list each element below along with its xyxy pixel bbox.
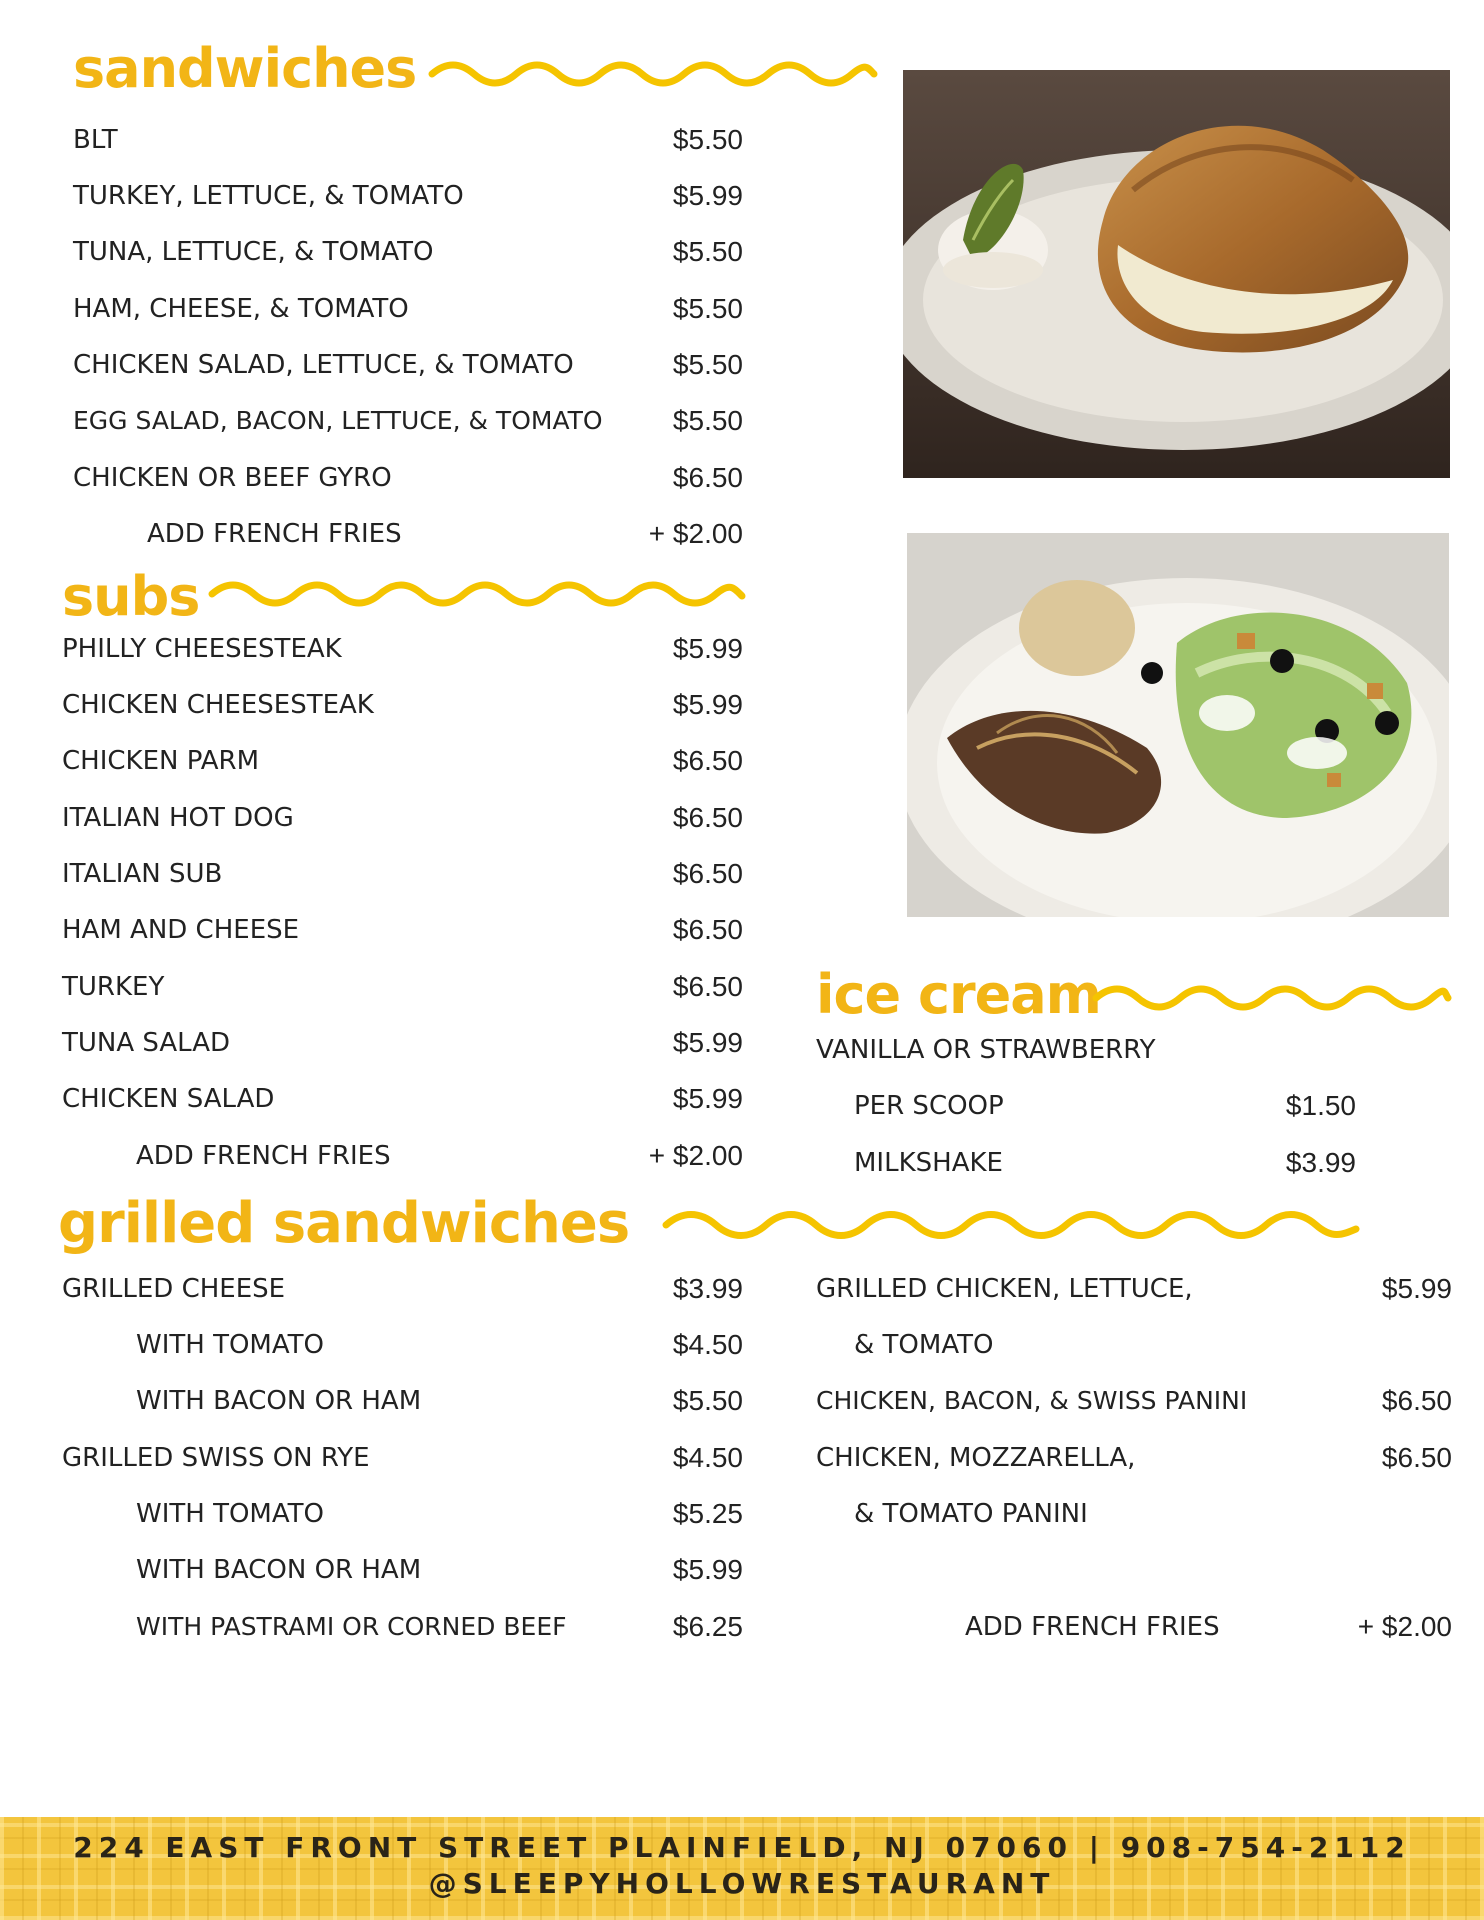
- item-name: BLT: [73, 125, 118, 155]
- menu-item-with-tomato: [136, 1325, 743, 1365]
- item-price: $4.50: [672, 1329, 743, 1360]
- item-price: $5.50: [672, 1385, 743, 1416]
- item-name: WITH BACON OR HAM: [136, 1386, 422, 1416]
- item-price: $5.99: [672, 633, 743, 664]
- item-price: $5.99: [672, 180, 743, 211]
- sandwich-plate-photo: [903, 70, 1450, 478]
- item-price: $3.99: [672, 1273, 743, 1304]
- item-name: WITH PASTRAMI OR CORNED BEEF: [136, 1612, 567, 1641]
- menu-item-tuna-salad: [62, 1023, 743, 1063]
- menu-item-turkey: [62, 967, 743, 1007]
- item-name: TURKEY: [62, 972, 165, 1002]
- item-price: $5.50: [672, 405, 743, 436]
- menu-item-tuna-lettuce-tomato: [73, 232, 743, 272]
- menu-item-italian-sub: [62, 854, 743, 894]
- menu-item-chicken-parm: [62, 741, 743, 781]
- item-name: GRILLED CHICKEN, LETTUCE,: [816, 1274, 1193, 1304]
- item-price: $6.50: [1381, 1442, 1452, 1473]
- item-price: $5.50: [672, 349, 743, 380]
- menu-item-turkey-lettuce-tomato: [73, 176, 743, 216]
- item-name: GRILLED SWISS ON RYE: [62, 1443, 370, 1473]
- grilled-sandwiches-wave-divider: [662, 1209, 1362, 1243]
- menu-item-with-tomato: [136, 1494, 743, 1534]
- item-price: $5.50: [672, 124, 743, 155]
- menu-item-add-fries: [965, 1607, 1452, 1647]
- item-price: $6.50: [672, 462, 743, 493]
- menu-item-and-tomato-panini: [854, 1494, 1452, 1534]
- item-name: VANILLA OR STRAWBERRY: [816, 1035, 1156, 1065]
- menu-item-add-fries: [147, 514, 743, 554]
- item-price: $3.99: [1285, 1147, 1356, 1178]
- item-name: CHICKEN CHEESESTEAK: [62, 690, 374, 720]
- item-price: + $2.00: [1357, 1611, 1452, 1642]
- item-name: & TOMATO: [854, 1330, 994, 1360]
- menu-item-ham-and-cheese: [62, 910, 743, 950]
- menu-item-grilled-swiss-on-rye: [62, 1438, 743, 1478]
- menu-item-egg-salad-blt: [73, 401, 743, 441]
- item-price: $1.50: [1285, 1090, 1356, 1121]
- item-name: CHICKEN, MOZZARELLA,: [816, 1443, 1136, 1473]
- item-price: $4.50: [672, 1442, 743, 1473]
- menu-item-blt: [73, 120, 743, 160]
- menu-item-chicken-mozzarella: [816, 1438, 1452, 1478]
- item-price: + $2.00: [648, 1140, 743, 1171]
- ice-cream-wave-divider: [1092, 984, 1452, 1014]
- item-name: WITH TOMATO: [136, 1499, 324, 1529]
- ice-cream-heading: ice cream: [816, 963, 1101, 1026]
- item-price: $6.50: [672, 971, 743, 1002]
- item-price: $6.50: [1381, 1385, 1452, 1416]
- item-name: & TOMATO PANINI: [854, 1499, 1088, 1529]
- menu-item-philly-cheesesteak: [62, 629, 743, 669]
- sandwiches-wave-divider: [428, 60, 878, 90]
- menu-item-chicken-salad: [62, 1079, 743, 1119]
- item-name: WITH BACON OR HAM: [136, 1555, 422, 1585]
- menu-item-per-scoop: [854, 1086, 1356, 1126]
- item-name: ITALIAN SUB: [62, 859, 223, 889]
- item-name: GRILLED CHEESE: [62, 1274, 286, 1304]
- item-name: TURKEY, LETTUCE, & TOMATO: [73, 181, 464, 211]
- menu-item-and-tomato: [854, 1325, 1452, 1365]
- item-name: CHICKEN PARM: [62, 746, 260, 776]
- item-price: $5.99: [1381, 1273, 1452, 1304]
- item-name: MILKSHAKE: [854, 1148, 1003, 1178]
- footer-address: 224 EAST FRONT STREET PLAINFIELD, NJ 07060 | 908-754-2112: [73, 1831, 1411, 1864]
- item-name: HAM, CHEESE, & TOMATO: [73, 294, 409, 324]
- menu-item-grilled-chicken-lettuce: [816, 1269, 1452, 1309]
- menu-item-chicken-salad-lettuce-tomato: [73, 345, 743, 385]
- item-name: TUNA, LETTUCE, & TOMATO: [73, 237, 434, 267]
- item-name: PHILLY CHEESESTEAK: [62, 634, 342, 664]
- item-price: $5.99: [672, 1554, 743, 1585]
- item-price: $5.99: [672, 689, 743, 720]
- item-name: HAM AND CHEESE: [62, 915, 300, 945]
- menu-item-add-fries: [136, 1136, 743, 1176]
- item-name: ADD FRENCH FRIES: [136, 1141, 391, 1171]
- menu-item-chicken-cheesesteak: [62, 685, 743, 725]
- item-name: PER SCOOP: [854, 1091, 1004, 1121]
- item-price: $6.25: [672, 1611, 743, 1642]
- item-name: TUNA SALAD: [62, 1028, 231, 1058]
- item-name: WITH TOMATO: [136, 1330, 324, 1360]
- item-name: CHICKEN, BACON, & SWISS PANINI: [816, 1386, 1248, 1415]
- menu-item-italian-hot-dog: [62, 798, 743, 838]
- menu-item-grilled-cheese: [62, 1269, 743, 1309]
- menu-item-with-bacon-or-ham: [136, 1550, 743, 1590]
- item-price: $5.99: [672, 1027, 743, 1058]
- menu-item-chicken-bacon-swiss-panini: [816, 1381, 1452, 1421]
- item-name: ADD FRENCH FRIES: [147, 519, 402, 549]
- menu-item-vanilla-or-strawberry: [816, 1030, 1356, 1070]
- item-price: $5.50: [672, 236, 743, 267]
- subs-heading: subs: [62, 565, 200, 628]
- menu-item-with-pastrami-or-corned-beef: [136, 1607, 743, 1647]
- footer-banner: [0, 1817, 1484, 1920]
- grilled-sandwiches-heading: grilled sandwiches: [58, 1191, 630, 1256]
- item-name: CHICKEN SALAD, LETTUCE, & TOMATO: [73, 350, 574, 380]
- menu-item-with-bacon-or-ham: [136, 1381, 743, 1421]
- steak-salad-plate-photo: [907, 533, 1449, 917]
- item-name: CHICKEN SALAD: [62, 1084, 275, 1114]
- item-price: $6.50: [672, 745, 743, 776]
- item-price: $6.50: [672, 802, 743, 833]
- menu-item-ham-cheese-tomato: [73, 289, 743, 329]
- item-price: $5.50: [672, 293, 743, 324]
- item-price: $5.25: [672, 1498, 743, 1529]
- item-name: CHICKEN OR BEEF GYRO: [73, 463, 392, 493]
- item-name: EGG SALAD, BACON, LETTUCE, & TOMATO: [73, 406, 603, 435]
- item-name: ITALIAN HOT DOG: [62, 803, 294, 833]
- item-price: + $2.00: [648, 518, 743, 549]
- item-price: $6.50: [672, 914, 743, 945]
- sandwich-plate-illustration: [903, 70, 1450, 478]
- menu-item-milkshake: [854, 1143, 1356, 1183]
- footer-social-handle: @SLEEPYHOLLOWRESTAURANT: [428, 1867, 1056, 1900]
- item-price: $6.50: [672, 858, 743, 889]
- item-name: ADD FRENCH FRIES: [965, 1612, 1220, 1642]
- steak-salad-plate-illustration: [907, 533, 1449, 917]
- menu-item-gyro: [73, 458, 743, 498]
- item-price: $5.99: [672, 1083, 743, 1114]
- sandwiches-heading: sandwiches: [73, 37, 417, 100]
- subs-wave-divider: [208, 580, 748, 610]
